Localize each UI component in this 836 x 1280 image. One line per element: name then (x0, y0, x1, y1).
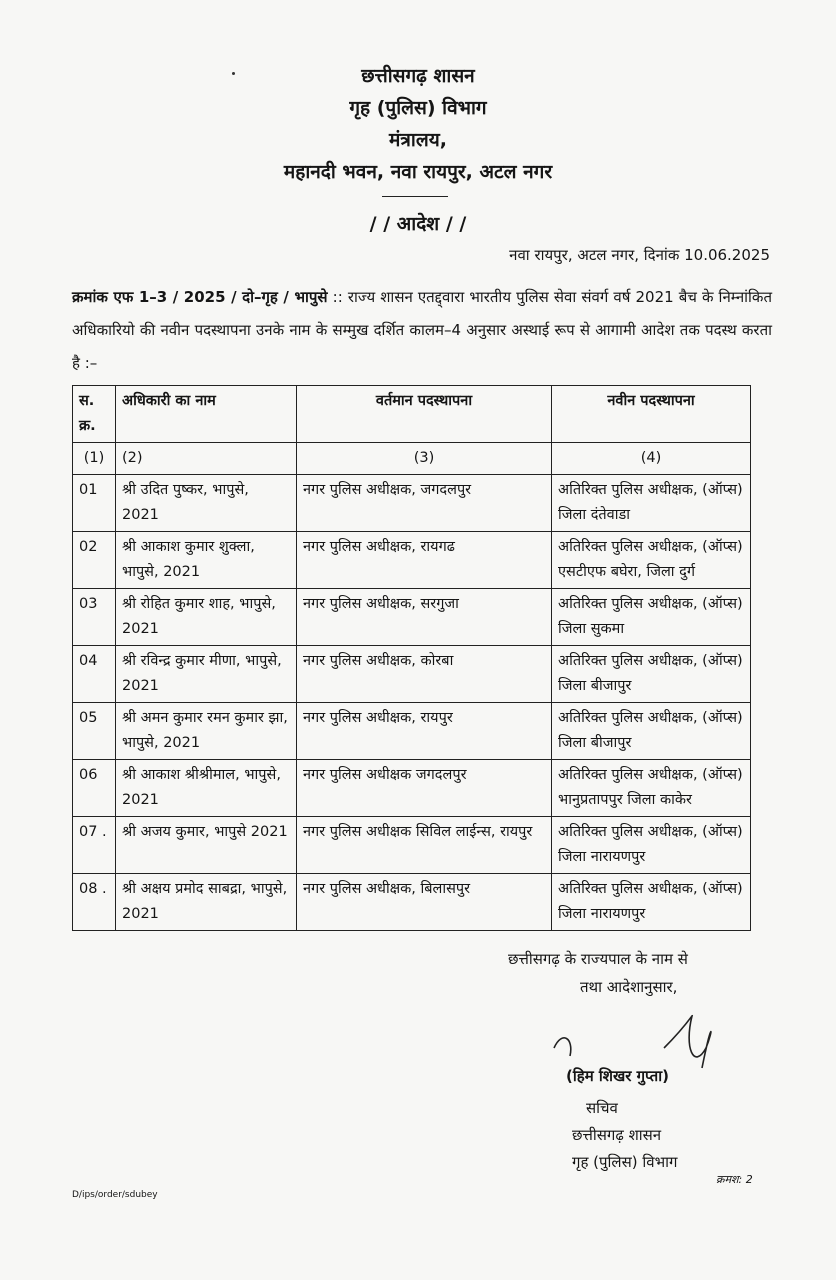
file-path: D/ips/order/sdubey (72, 1190, 158, 1200)
serial-cell: 05 (73, 703, 116, 760)
address-line: महानदी भवन, नवा रायपुर, अटल नगर (283, 161, 553, 183)
officer-name-cell: श्री अमन कुमार रमन कुमार झा, भापुसे, 2021 (116, 703, 297, 760)
current-posting-cell: नगर पुलिस अधीक्षक, जगदलपुर (297, 475, 552, 532)
col-number: (1) (73, 443, 116, 475)
current-posting-cell: नगर पुलिस अधीक्षक, सरगुजा (297, 589, 552, 646)
new-posting-cell: अतिरिक्त पुलिस अधीक्षक, (ऑप्स) जिला नारायणपुर (552, 817, 751, 874)
col-number: (3) (297, 443, 552, 475)
designation-line: सचिव (586, 1099, 618, 1117)
table-header-row (73, 386, 751, 443)
department-name: गृह (पुलिस) विभाग (349, 97, 487, 119)
officer-name-cell: श्री अजय कुमार, भापुसे 2021 (116, 817, 297, 874)
new-posting-cell: अतिरिक्त पुलिस अधीक्षक, (ऑप्स) जिला दंतेवाडा (552, 475, 751, 532)
officer-name-cell: श्री रोहित कुमार शाह, भापुसे, 2021 (116, 589, 297, 646)
table-row (73, 703, 751, 760)
table-row (73, 760, 751, 817)
current-posting-cell: नगर पुलिस अधीक्षक, बिलासपुर (297, 874, 552, 931)
col-number: (2) (116, 443, 297, 475)
place-date: नवा रायपुर, अटल नगर, दिनांक 10.06.2025 (509, 246, 770, 264)
new-posting-cell: अतिरिक्त पुलिस अधीक्षक, (ऑप्स) एसटीएफ बघेरा, जिला दुर्ग (552, 532, 751, 589)
closing-line: तथा आदेशानुसार, (580, 978, 678, 996)
closing-block (508, 945, 688, 1001)
designation-line: छत्तीसगढ़ शासन (572, 1126, 662, 1144)
new-posting-cell: अतिरिक्त पुलिस अधीक्षक, (ऑप्स) जिला नारायणपुर (552, 874, 751, 931)
current-posting-cell: नगर पुलिस अधीक्षक जगदलपुर (297, 760, 552, 817)
table-row (73, 874, 751, 931)
order-title: / / आदेश / / (369, 213, 467, 235)
serial-cell: 04 (73, 646, 116, 703)
table-row (73, 532, 751, 589)
serial-cell: 02 (73, 532, 116, 589)
col-header-new: नवीन पदस्थापना (552, 386, 751, 443)
col-number: (4) (552, 443, 751, 475)
new-posting-cell: अतिरिक्त पुलिस अधीक्षक, (ऑप्स) जिला बीजापुर (552, 703, 751, 760)
table-row (73, 646, 751, 703)
current-posting-cell: नगर पुलिस अधीक्षक सिविल लाईन्स, रायपुर (297, 817, 552, 874)
table-row (73, 589, 751, 646)
closing-line: छत्तीसगढ़ के राज्यपाल के नाम से (508, 950, 688, 968)
officer-name-cell: श्री आकाश श्रीश्रीमाल, भापुसे, 2021 (116, 760, 297, 817)
designation-block (572, 1095, 677, 1176)
postings-table (72, 385, 751, 931)
serial-cell: 03 (73, 589, 116, 646)
serial-cell: 01 (73, 475, 116, 532)
new-posting-cell: अतिरिक्त पुलिस अधीक्षक, (ऑप्स) भानुप्रतापपुर जिला काकेर (552, 760, 751, 817)
serial-cell: 06 (73, 760, 116, 817)
continued-marker: क्रमश: 2 (716, 1173, 753, 1186)
current-posting-cell: नगर पुलिस अधीक्षक, कोरबा (297, 646, 552, 703)
current-posting-cell: नगर पुलिस अधीक्षक, रायगढ (297, 532, 552, 589)
officer-name-cell: श्री रविन्द्र कुमार मीणा, भापुसे, 2021 (116, 646, 297, 703)
column-number-row (73, 443, 751, 475)
signatory-name: (हिम शिखर गुप्ता) (566, 1067, 669, 1085)
ministry-label: मंत्रालय, (389, 129, 447, 151)
table-row (73, 817, 751, 874)
col-header-sn: स. क्र. (73, 386, 116, 443)
new-posting-cell: अतिरिक्त पुलिस अधीक्षक, (ऑप्स) जिला बीजापुर (552, 646, 751, 703)
serial-cell: 07 . (73, 817, 116, 874)
officer-name-cell: श्री आकाश कुमार शुक्ला, भापुसे, 2021 (116, 532, 297, 589)
header-divider (382, 196, 448, 197)
col-header-name: अधिकारी का नाम (116, 386, 297, 443)
gov-name: छत्तीसगढ़ शासन (361, 65, 475, 87)
officer-name-cell: श्री उदित पुष्कर, भापुसे, 2021 (116, 475, 297, 532)
officer-name-cell: श्री अक्षय प्रमोद साबद्रा, भापुसे, 2021 (116, 874, 297, 931)
designation-line: गृह (पुलिस) विभाग (572, 1153, 678, 1171)
current-posting-cell: नगर पुलिस अधीक्षक, रायपुर (297, 703, 552, 760)
order-text: :: राज्य शासन एतद्द्वारा भारतीय पुलिस सेवा संवर्ग वर्ष 2021 बैच के निम्नांकित अधिकारियो की नवीन पदस्थापना उनके नाम के सम्मुख दर्शित कालम–4 अनुसार अस्थाई रूप से आगामी आदेश तक पदस्थ करता है :– (72, 288, 772, 372)
col-header-current: वर्तमान पदस्थापना (297, 386, 552, 443)
new-posting-cell: अतिरिक्त पुलिस अधीक्षक, (ऑप्स) जिला सुकमा (552, 589, 751, 646)
serial-cell: 08 . (73, 874, 116, 931)
reference-number: क्रमांक एफ 1–3 / 2025 / दो–गृह / भापुसे (72, 288, 328, 306)
order-paragraph (72, 281, 772, 380)
table-row (73, 475, 751, 532)
